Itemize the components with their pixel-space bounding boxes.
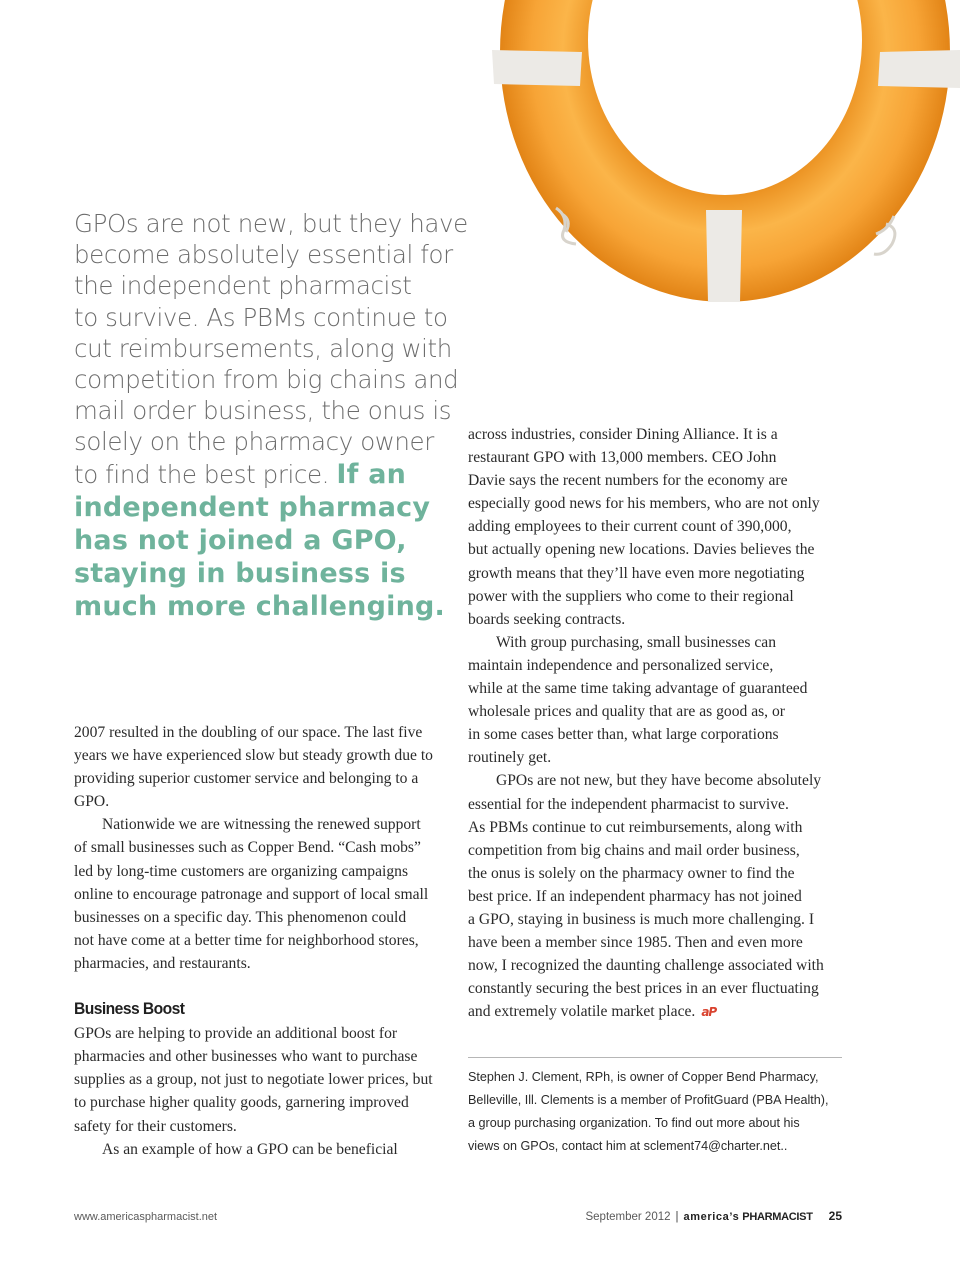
text-line: safety for their customers.: [74, 1117, 237, 1135]
pull-quote-highlight: independent pharmacy: [74, 491, 431, 523]
section-heading: Business Boost: [74, 999, 185, 1019]
text-line: in some cases better than, what large corporations: [468, 726, 779, 744]
paragraph: [468, 423, 848, 631]
pull-quote-mixed-line: [74, 458, 446, 491]
pull-quote-line: mail order business, the onus is: [74, 396, 452, 426]
paragraph: [468, 631, 848, 770]
issue-date: September 2012: [585, 1211, 671, 1223]
pull-quote-line: GPOs are not new, but they have: [74, 209, 468, 238]
text-line: supplies as a group, not just to negotiate lower prices, but: [74, 1071, 433, 1089]
folio-separator: |: [675, 1211, 679, 1223]
text-line: maintain independence and personalized service,: [468, 656, 774, 674]
pull-quote-line: cut reimbursements, along with: [74, 333, 452, 363]
text-line: online to encourage patronage and support of local small: [74, 885, 429, 903]
text-line: Davie says the recent numbers for the economy are: [468, 472, 788, 490]
text-line: pharmacies and other businesses who want to purchase: [74, 1048, 418, 1066]
pull-quote-line: to survive. As PBMs continue to: [74, 302, 448, 332]
paragraph: [74, 813, 454, 975]
magazine-brand-part2: PHARMACIST: [742, 1211, 813, 1223]
pull-quote-line: competition from big chains and: [74, 365, 459, 395]
pull-quote-plain-fragment: to find the best price.: [74, 459, 330, 489]
paragraph: [74, 721, 454, 813]
text-line: constantly securing the best prices in an ever fluctuating: [468, 980, 819, 998]
author-bio: [468, 1066, 848, 1158]
footer-folio: [585, 1209, 842, 1223]
text-line: the onus is solely on the pharmacy owner to find the: [468, 864, 795, 882]
pull-quote-highlight: has not joined a GPO,: [74, 524, 407, 556]
life-buoy-icon: [480, 0, 960, 320]
paragraph: [74, 1138, 454, 1161]
text-line: boards seeking contracts.: [468, 610, 626, 628]
text-line: Nationwide we are witnessing the renewed support: [102, 816, 421, 834]
page-number: 25: [828, 1209, 842, 1223]
text-line: of small businesses such as Copper Bend. “Cash mobs”: [74, 839, 421, 857]
bio-line: Stephen J. Clement, RPh, is owner of Copper Bend Pharmacy,: [468, 1070, 819, 1084]
paragraph: [74, 1022, 454, 1137]
text-line: years we have experienced slow but steady growth due to: [74, 747, 433, 765]
text-line: growth means that they’ll have even more negotiating: [468, 564, 805, 582]
text-line: routinely get.: [468, 749, 552, 767]
text-line: not have come at a better time for neighborhood stores,: [74, 931, 419, 949]
paragraph: [468, 769, 848, 1024]
text-line: pharmacies, and restaurants.: [74, 954, 251, 972]
text-line: across industries, consider Dining Alliance. It is a: [468, 426, 778, 443]
text-line: [468, 1000, 848, 1024]
text-line: restaurant GPO with 13,000 members. CEO John: [468, 449, 777, 467]
text-line: to purchase higher quality goods, garnering improved: [74, 1094, 409, 1112]
text-line: competition from big chains and mail order business,: [468, 841, 800, 859]
bio-line: a group purchasing organization. To find out more about his: [468, 1116, 800, 1130]
bio-line: views on GPOs, contact him at sclement74@charter.net..: [468, 1139, 788, 1153]
bio-line: Belleville, Ill. Clements is a member of ProfitGuard (PBA Health),: [468, 1093, 829, 1107]
left-column: [74, 721, 454, 1161]
text-line: led by long-time customers are organizing campaigns: [74, 862, 409, 880]
text-line: while at the same time taking advantage of guaranteed: [468, 680, 808, 698]
text-line: GPOs are helping to provide an additional boost for: [74, 1025, 398, 1043]
text-line: GPOs are not new, but they have become absolutely: [496, 772, 822, 790]
text-line: have been a member since 1985. Then and even more: [468, 934, 803, 952]
right-column: [468, 423, 848, 1024]
pull-quote-line: the independent pharmacist: [74, 271, 412, 301]
pull-quote-highlight: staying in business is: [74, 557, 406, 589]
text-line: As an example of how a GPO can be beneficial: [102, 1140, 398, 1158]
text-line: GPO.: [74, 793, 110, 811]
text-line: especially good news for his members, who are not only: [468, 495, 820, 513]
pull-quote: [74, 208, 468, 623]
pull-quote-line: become absolutely essential for: [74, 240, 453, 270]
pull-quote-highlight: If an: [336, 458, 407, 490]
text-line: a GPO, staying in business is much more challenging. I: [468, 910, 815, 928]
text-line: adding employees to their current count of 390,000,: [468, 518, 792, 536]
text-line: providing superior customer service and belonging to a: [74, 770, 419, 788]
footer-url[interactable]: www.americaspharmacist.net: [74, 1211, 218, 1223]
pull-quote-line: solely on the pharmacy owner: [74, 427, 434, 457]
pull-quote-highlight: much more challenging.: [74, 590, 445, 622]
end-mark-icon: aP: [701, 1005, 717, 1020]
text-line: best price. If an independent pharmacy has not joined: [468, 887, 802, 905]
text-line: businesses on a specific day. This phenomenon could: [74, 908, 407, 926]
text-line: As PBMs continue to cut reimbursements, along with: [468, 818, 803, 836]
text-line: wholesale prices and quality that are as good as, or: [468, 703, 785, 721]
text-line: but actually opening new locations. Davies believes the: [468, 541, 815, 559]
magazine-brand-part1: america’s: [683, 1211, 740, 1223]
text-line: 2007 resulted in the doubling of our space. The last five: [74, 724, 423, 741]
text-line: power with the suppliers who come to their regional: [468, 587, 794, 605]
text-line: now, I recognized the daunting challenge associated with: [468, 957, 824, 975]
last-line-text: and extremely volatile market place.: [468, 1003, 696, 1021]
bio-divider: [468, 1057, 842, 1058]
text-line: essential for the independent pharmacist to survive.: [468, 795, 789, 813]
text-line: With group purchasing, small businesses can: [496, 633, 777, 651]
